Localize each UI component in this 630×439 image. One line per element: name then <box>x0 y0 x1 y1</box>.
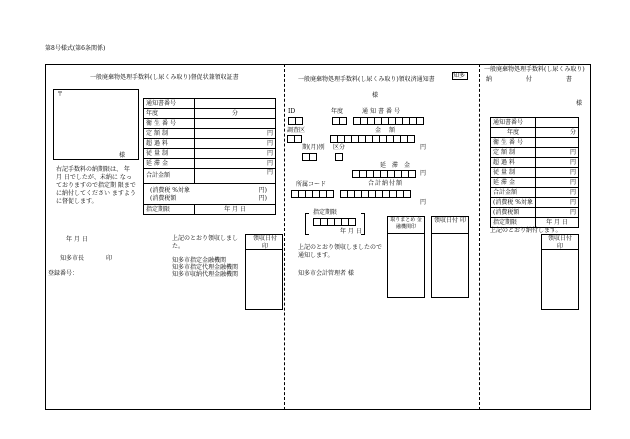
period-boxes <box>302 153 316 161</box>
row-value: 円 <box>195 159 276 169</box>
entai-yen: 円 <box>420 170 427 177</box>
table-row <box>491 188 579 198</box>
kingaku-yen: 円 <box>420 144 427 151</box>
table-row <box>491 198 579 208</box>
total-label: 合計納付額 <box>368 180 404 187</box>
row-value: 分 <box>536 128 579 138</box>
middle-addressee: 知多市会計管理者 様 <box>298 270 354 277</box>
bank-3: 知多市収納代理金融機関 <box>172 271 239 278</box>
left-date: 年 月 日 <box>66 236 88 243</box>
notice-number-boxes <box>353 117 423 125</box>
table-row <box>144 169 276 184</box>
registration-number: 登録番号： <box>48 270 79 277</box>
row-value: 円 <box>195 129 276 139</box>
table-row <box>144 139 276 149</box>
table-row <box>491 208 579 218</box>
tax-unit-2: 円 <box>536 208 579 218</box>
bracket-left <box>305 213 309 235</box>
left-fee-table <box>143 98 276 215</box>
left-notice: 右記手数料の納期限は、 年 月 日でしたが、未納に なっておりますので指定期 限までに納付してください ますように督促します。 <box>56 166 136 205</box>
table-row <box>144 109 276 119</box>
total-yen: 円 <box>420 199 427 206</box>
table-row <box>491 178 579 188</box>
divider <box>387 233 425 234</box>
row-value: 円 <box>195 139 276 149</box>
row-label: 衛生番号 <box>144 119 195 129</box>
row-label: 超過料 <box>144 139 195 149</box>
row-value: 円 <box>536 168 579 178</box>
notice-number-label: 通知書番号 <box>362 108 403 115</box>
left-received: 上記のとおり領収しました。 <box>172 235 239 250</box>
due-label: 指定期限 <box>144 205 195 215</box>
mayor-label: 知多市長 <box>60 255 85 262</box>
id-boxes <box>288 117 302 125</box>
row-value <box>536 138 579 148</box>
row-value: 分 <box>195 109 276 119</box>
row-label: 合計金額 <box>491 188 536 198</box>
kingaku-label: 金額 <box>375 127 404 134</box>
row-value <box>195 119 276 129</box>
row-label: 定額制 <box>491 148 536 158</box>
addressee-sama: 様 <box>119 152 126 159</box>
bank-1: 知多市指定金融機関 <box>172 257 227 264</box>
left-tax-label-1: (消費税 %対象 <box>150 187 190 194</box>
table-row <box>491 158 579 168</box>
row-label: 延滞金 <box>144 159 195 169</box>
table-row <box>491 148 579 158</box>
left-tax-unit-1: 円) <box>258 187 267 194</box>
table-row <box>144 159 276 169</box>
row-value: 円 <box>195 149 276 159</box>
row-value: 円 <box>536 148 579 158</box>
table-row <box>491 168 579 178</box>
perforation-line-2 <box>479 64 480 410</box>
divider <box>431 233 469 234</box>
id-label: ID <box>288 108 296 115</box>
bank-2: 知多市指定代理金融機関 <box>172 264 239 271</box>
left-title: 一般廃棄物処理手数料(し尿くみ取り)督促状兼領収証書 <box>90 74 239 81</box>
row-label: 年度 <box>144 109 195 119</box>
middle-sama: 様 <box>372 92 379 99</box>
row-label: 合計金額 <box>144 169 195 184</box>
table-row <box>144 119 276 129</box>
right-subtitle: 納 付 書 <box>486 76 588 83</box>
kessai-boxes <box>287 135 301 143</box>
left-tax-unit-2: 円) <box>258 195 267 202</box>
nendo-boxes <box>332 117 346 125</box>
tax-label-1: (消費税 %対象 <box>491 198 536 208</box>
right-stamp-label: 領収日付 印 <box>547 235 572 250</box>
table-row <box>144 184 276 205</box>
middle-receipt-stamp-box <box>431 216 469 298</box>
table-row <box>491 118 579 128</box>
table-row <box>491 218 579 228</box>
table-row <box>144 149 276 159</box>
mayor-seal: 印 <box>106 255 113 262</box>
row-label: 定額制 <box>144 129 195 139</box>
left-tax-label-2: (消費税額 <box>150 195 177 202</box>
table-row <box>144 129 276 139</box>
entai-label: 延滞金 <box>380 162 417 169</box>
row-label: 衛生番号 <box>491 138 536 148</box>
address-box <box>53 89 139 160</box>
row-label: 通知書番号 <box>144 99 195 109</box>
postal-mark: 〒 <box>57 91 64 98</box>
middle-received: 上記のとおり領収しましたので通知します。 <box>298 244 383 259</box>
due-boxes <box>313 218 355 226</box>
entai-boxes <box>352 170 415 178</box>
row-label: 通知書番号 <box>491 118 536 128</box>
tax-label-2: (消費税額 <box>491 208 536 218</box>
table-row <box>491 128 579 138</box>
right-paid: 上記のとおり納付します。 <box>490 227 562 234</box>
kubun-label: 区分 <box>333 144 346 151</box>
row-value: 円 <box>536 178 579 188</box>
perforation-line-1 <box>284 64 285 410</box>
period-label: 期(月)別 <box>302 144 325 151</box>
row-label: 超過料 <box>491 158 536 168</box>
due-value: 年 月 日 <box>536 218 579 228</box>
row-label: 延滞金 <box>491 178 536 188</box>
row-label: 従量制 <box>144 149 195 159</box>
total-boxes <box>340 190 410 198</box>
table-row <box>491 138 579 148</box>
tax-unit-1: 円 <box>536 198 579 208</box>
summary-stamp-label: 取りまとめ 金融機関印 <box>390 217 422 230</box>
row-value: 円 <box>536 158 579 168</box>
chita-stamp: 知多 <box>453 72 466 79</box>
form-label: 第8号様式(第6条関係) <box>45 45 106 52</box>
barcode-label: 所属コード <box>296 181 327 188</box>
middle-title: 一般廃棄物処理手数料(し尿くみ取り)領収済通知書 <box>298 76 435 83</box>
table-row <box>144 205 276 215</box>
barcode-boxes <box>291 190 333 198</box>
right-fee-table <box>490 117 579 228</box>
left-stamp-label: 領収日付 印 <box>252 235 277 250</box>
due-value: 年 月 日 <box>195 205 276 215</box>
right-title: 一般廃棄物処理手数料(し尿くみ取り) <box>484 66 585 73</box>
row-value: 円 <box>195 169 276 184</box>
due-label: 指定期限 <box>491 218 536 228</box>
middle-due-label: 指定期限 <box>313 209 338 216</box>
nendo-label: 年度 <box>331 108 344 115</box>
row-value <box>536 118 579 128</box>
right-sama: 様 <box>576 100 583 107</box>
row-label: 年度 <box>491 128 536 138</box>
kubun-box <box>335 153 343 161</box>
kessai-label: 調査区 <box>287 127 306 134</box>
row-label: 従量制 <box>491 168 536 178</box>
middle-stamp-label: 領収日付 印 <box>434 217 466 224</box>
table-row <box>144 99 276 109</box>
row-value <box>195 99 276 109</box>
middle-due-value: 年 月 日 <box>340 228 362 235</box>
row-value: 円 <box>536 188 579 198</box>
kingaku-boxes <box>330 135 414 143</box>
